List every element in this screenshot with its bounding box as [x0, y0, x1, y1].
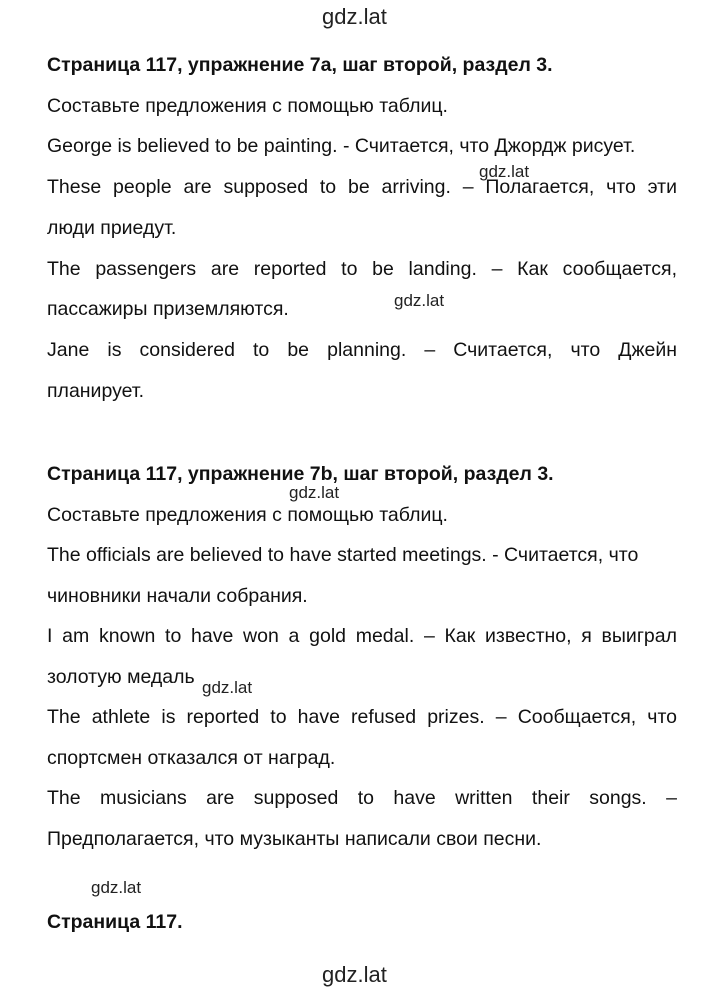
text-line: I am known to have won a gold medal. – Как известно, я выиграл	[47, 625, 677, 647]
text-line: The athlete is reported to have refused prizes. – Сообщается, что	[47, 706, 677, 728]
instruction-7a: Составьте предложения с помощью таблиц.	[47, 95, 448, 117]
watermark: gdz.lat	[289, 483, 340, 502]
text-line: спортсмен отказался от наград.	[47, 747, 336, 769]
text-line: золотую медаль	[47, 666, 195, 688]
heading-7b: Страница 117, упражнение 7b, шаг второй, раздел 3.	[47, 463, 554, 485]
text-line: The passengers are reported to be landing. – Как сообщается,	[47, 258, 677, 280]
text-line: люди приедут.	[47, 217, 177, 239]
text-line: Jane is considered to be planning. – Считается, что Джейн	[47, 339, 677, 361]
text-line: Предполагается, что музыканты написали свои песни.	[47, 828, 542, 850]
watermark: gdz.lat	[91, 878, 142, 897]
text-line: The officials are believed to have started meetings. - Считается, что	[47, 544, 639, 566]
heading-7a: Страница 117, упражнение 7а, шаг второй, раздел 3.	[47, 54, 553, 76]
text-line: George is believed to be painting. - Считается, что Джордж рисует.	[47, 135, 636, 157]
watermark: gdz.lat	[479, 162, 530, 181]
instruction-7b: Составьте предложения с помощью таблиц.	[47, 504, 448, 526]
watermark-bottom: gdz.lat	[322, 962, 387, 987]
text-line: The musicians are supposed to have written their songs. –	[47, 787, 677, 809]
watermark-top: gdz.lat	[322, 4, 387, 29]
footer-heading: Страница 117.	[47, 911, 183, 933]
text-line: пассажиры приземляются.	[47, 298, 289, 320]
watermark: gdz.lat	[202, 678, 253, 697]
text-line: планирует.	[47, 380, 144, 402]
watermark: gdz.lat	[394, 291, 445, 310]
text-line: чиновники начали собрания.	[47, 585, 308, 607]
text-line: These people are supposed to be arriving. – Полагается, что эти	[47, 176, 677, 198]
